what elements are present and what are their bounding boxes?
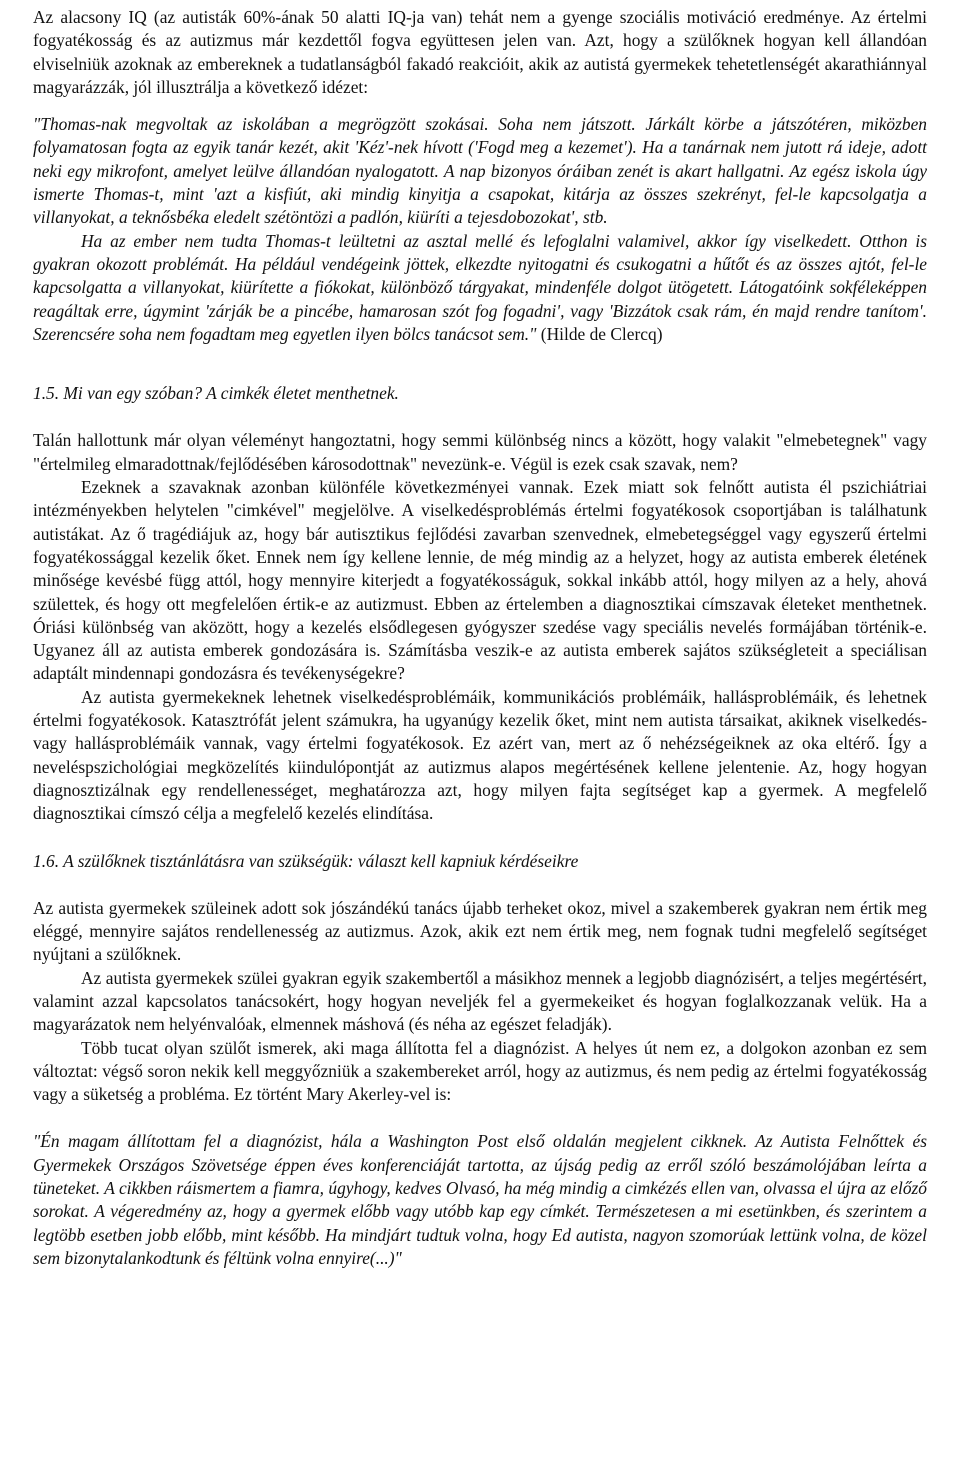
spacer [33,1106,927,1130]
spacer [33,873,927,897]
intro-paragraph: Az alacsony IQ (az autisták 60%-ának 50 alatti IQ-ja van) tehát nem a gyenge szociális motiváció eredménye. Az értelmi fogyatékosság és az autizmus már kezdettől fogva együttesen jelen van. Azt, hogy a szülőknek hogyan kell állandóan elviselniük azoknak az embereknek a tudatlanságból fakadó reakcióit, akik az autistá gyermekek tehetetlenségét akarathiánnyal magyarázzák, jól illusztrálja a következő idézet: [33,7,927,97]
section-heading-1-5: 1.5. Mi van egy szóban? A cimkék életet menthetnek. [33,383,399,404]
spacer [33,346,927,382]
section-1-5-paragraph-1: Talán hallottunk már olyan véleményt hangoztatni, hogy semmi különbség nincs a között, hogy valakit "elmebetegnek" vagy "értelmileg elmaradottnak/fejlődésében károsodottnak" nevezünk-e. Végül is ezek csak szavak, nem? [33,430,927,474]
section-1-6-paragraph-3: Több tucat olyan szülőt ismerek, aki maga állította fel a diagnózist. A helyes út nem ez, a dolgokon azonban ez sem változtat: végső soron nekik kell meggyőzniük a szakembereket arról, hogy az autizmus, és nem pedig az értelmi fogyatékosság vagy a süketség a probléma. Ez történt Mary Akerley-vel is: [33,1037,927,1105]
section-1-6-paragraph-2: Az autista gyermekek szülei gyakran egyik szakembertől a másikhoz mennek a legjobb diagnózisért, a teljes megértésért, valamint azzal kapcsolatos tanácsokért, hogy hogyan neveljék fel a gyermekeiket és hogyan foglalkozzanak velük. Ha a magyarázatok nem helyénvalóak, elmennek máshová (és néha az egészet feladják). [33,967,927,1035]
section-1-6-paragraph-1: Az autista gyermekek szüleinek adott sok jószándékú tanács újabb terheket okoz, mivel a szakemberek gyakran nem értik meg eléggé, mennyire sajátos rendellenesség az autizmus. Azok, akik ezt nem értik meg, nem fognak tudni megfelelő segítséget nyújtani a szülőknek. [33,897,927,965]
quote-thomas-paragraph-2 [33,230,927,346]
section-1-5-paragraph-3: Az autista gyermekeknek lehetnek viselkedésproblémáik, kommunikációs problémáik, hallásproblémáik, és lehetnek értelmi fogyatékosok. Katasztrófát jelent számukra, ha ugyanúgy kezelik őket, mint nem autista társaikat, akiknek viselkedés- vagy hallásproblémáik vannak, vagy értelmi fogyatékosok. Ez azért van, mert az ő nehézségeiknek az oka eltérő. Így a neveléspszichológiai megközelítés kiindulópontját az autizmus alapos megértésének kellene jelentenie. Az, hogy hogyan diagnosztizálnak egy rendellenességet, meghatározza azt, hogy milyen fajta segítséget kap a gyermek. A megfelelő diagnosztikai címszó célja a megfelelő kezelés elindítása. [33,686,927,824]
section-heading-1-6: 1.6. A szülőknek tisztánlátásra van szükségük: választ kell kapniuk kérdéseikre [33,850,579,871]
quote-thomas-text: Ha az ember nem tudta Thomas-t leültetni az asztal mellé és lefoglalni valamivel, akkor így viselkedett. Otthon is gyakran okozott problémát. Ha például vendégeink jöttek, elkezdte nyitogatni és csukogatni a hűtőt és az összes ajtót, fel-le kapcsolgatta a villanyokat, kiürítette a fiókokat, különböző tárgyakat, mindenféle dolgot ütögetett. Látogatóink sokféleképpen reagáltak erre, úgymint 'zárják be a pincébe, hamarosan szót fog fogadni', vagy 'Bizzátok csak rám, én majd rendre tanítom'. Szerencsére soha nem fogadtam meg egyetlen ilyen bölcs tanácsot sem." [33,230,927,344]
quote-attribution: (Hilde de Clercq) [536,323,663,344]
spacer [33,405,927,429]
section-1-5-paragraph-2: Ezeknek a szavaknak azonban különféle következményei vannak. Ezek miatt sok felnőtt autista él pszichiátriai intézményekben helytelen "cimkével" megjelölve. A viselkedésproblémás értelmi fogyatékosok csoportjában is találhatunk autistákat. Az ő tragédiájuk az, hogy bár autisztikus fejlődési zavarban szenvednek, elmebetegséggel vagy egyszerű értelmi fogyatékossággal kezelik őket. Ennek nem így kellene lennie, de még mindig az a helyzet, hogy az autista emberek életének minősége kevésbé függ attól, hogy mennyire kiterjedt a fogyatékosságuk, sokkal inkább attól, hogy milyen az a hely, ahová születtek, és hogy ott megfelelően értik-e az autizmust. Ebben az értelemben a diagnosztikai címszavak életeket menthetnek. Óriási különbség van aközött, hogy a kezelés elsődlegesen gyógyszer szedése vagy speciális nevelés formájában történik-e. Ugyanez áll az autista emberek gondozására is. Számításba veszik-e az autista emberek sajátos szükségleteit a speciálisan adaptált mindennapi gondozásra és tevékenységekre? [33,477,927,684]
spacer [33,99,927,113]
quote-thomas-paragraph-1: "Thomas-nak megvoltak az iskolában a megrögzött szokásai. Soha nem játszott. Járkált körbe a játszótéren, miközben folyamatosan fogta az egyik tanár kezét, akit 'Kéz'-nek hívott ('Fogd meg a kezemet'). Ha a tanárnak nem jutott rá ideje, adott neki egy mikrofont, amelyet leülve állandóan nyalogatott. A nap bizonyos óráiban zenét is akart hallgatni. Az egész iskola úgy ismerte Thomas-t, mint 'azt a kisfiút, aki mindig kinyitja a csapokat, kitárja az összes szekrényt, fel-le kapcsolgatja a villanyokat, a teknősbéka eledelt szétöntözi a padlón, kiüríti a tejesdobozokat', stb. [33,114,927,228]
document-page [33,6,927,1270]
quote-akerley-paragraph: "Én magam állítottam fel a diagnózist, hála a Washington Post első oldalán megjelent cikknek. Az Autista Felnőttek és Gyermekek Országos Szövetsége éppen éves konferenciáját tartotta, az újság pedig az erről szóló beszámolójában leírta a tüneteket. A cikkben ráismertem a fiamra, úgyhogy, kedves Olvasó, ha még mindig a cimkézés ellen van, olvassa el újra az előző sorokat. A végeredmény az, hogy a gyermek előbb vagy utóbb kap egy címkét. Természetesen a mi esetünkben, és szerintem a legtöbb esetben jobb előbb, mint később. Ha mindjárt tudtuk volna, hogy Ed autista, nagyon szomorúak lettünk volna, de közel sem bizonytalankodtunk és féltünk volna ennyire(...)" [33,1131,927,1268]
spacer [33,826,927,850]
